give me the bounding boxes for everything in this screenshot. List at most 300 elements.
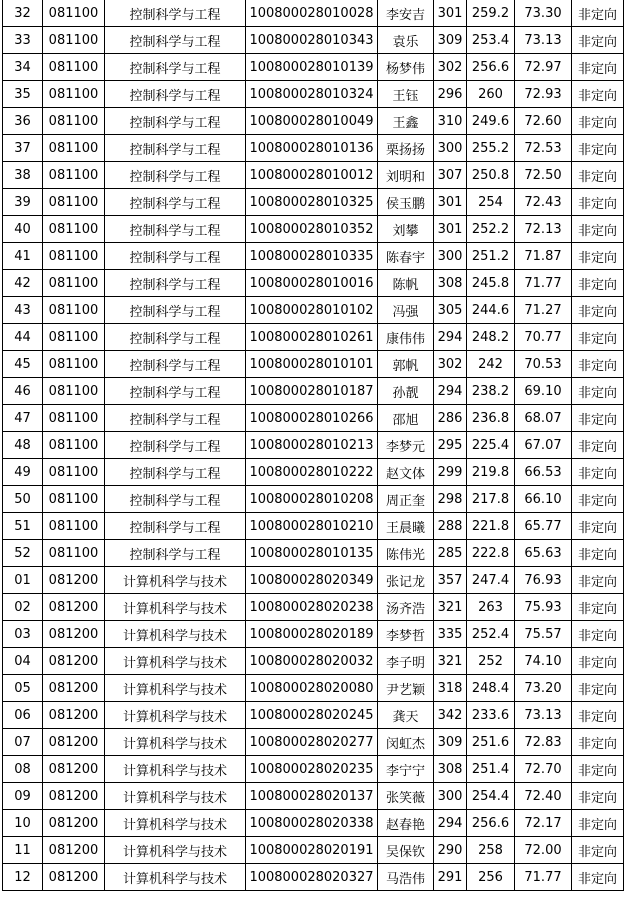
- major-code-cell: 081100: [43, 540, 105, 567]
- rank-cell: 33: [3, 27, 43, 54]
- rank-cell: 51: [3, 513, 43, 540]
- name-cell: 栗扬扬: [378, 135, 434, 162]
- total-score-cell: 72.93: [515, 81, 572, 108]
- major-name-cell: 控制科学与工程: [105, 216, 246, 243]
- exam-id-cell: 100800028010187: [246, 378, 378, 405]
- retest-score-cell: 217.8: [467, 486, 515, 513]
- initial-score-cell: 302: [434, 54, 467, 81]
- major-name-cell: 计算机科学与技术: [105, 621, 246, 648]
- major-code-cell: 081200: [43, 648, 105, 675]
- rank-cell: 07: [3, 729, 43, 756]
- exam-id-cell: 100800028010335: [246, 243, 378, 270]
- major-name-cell: 控制科学与工程: [105, 108, 246, 135]
- total-score-cell: 72.97: [515, 54, 572, 81]
- total-score-cell: 65.63: [515, 540, 572, 567]
- total-score-cell: 73.13: [515, 702, 572, 729]
- exam-id-cell: 100800028020235: [246, 756, 378, 783]
- name-cell: 陈春宇: [378, 243, 434, 270]
- initial-score-cell: 300: [434, 783, 467, 810]
- major-name-cell: 控制科学与工程: [105, 54, 246, 81]
- initial-score-cell: 290: [434, 837, 467, 864]
- major-code-cell: 081100: [43, 513, 105, 540]
- total-score-cell: 73.30: [515, 0, 572, 27]
- table-row: [3, 108, 624, 135]
- type-cell: 非定向: [572, 513, 624, 540]
- total-score-cell: 74.10: [515, 648, 572, 675]
- total-score-cell: 72.60: [515, 108, 572, 135]
- rank-cell: 44: [3, 324, 43, 351]
- name-cell: 周正奎: [378, 486, 434, 513]
- exam-id-cell: 100800028010213: [246, 432, 378, 459]
- retest-score-cell: 249.6: [467, 108, 515, 135]
- rank-cell: 12: [3, 864, 43, 891]
- major-name-cell: 控制科学与工程: [105, 513, 246, 540]
- name-cell: 杨梦伟: [378, 54, 434, 81]
- major-code-cell: 081100: [43, 27, 105, 54]
- type-cell: 非定向: [572, 351, 624, 378]
- name-cell: 邵旭: [378, 405, 434, 432]
- initial-score-cell: 309: [434, 729, 467, 756]
- type-cell: 非定向: [572, 783, 624, 810]
- rank-cell: 08: [3, 756, 43, 783]
- table-row: [3, 54, 624, 81]
- table-row: [3, 243, 624, 270]
- total-score-cell: 71.87: [515, 243, 572, 270]
- rank-cell: 02: [3, 594, 43, 621]
- retest-score-cell: 238.2: [467, 378, 515, 405]
- rank-cell: 10: [3, 810, 43, 837]
- major-code-cell: 081100: [43, 108, 105, 135]
- major-name-cell: 控制科学与工程: [105, 270, 246, 297]
- retest-score-cell: 242: [467, 351, 515, 378]
- major-code-cell: 081200: [43, 729, 105, 756]
- name-cell: 王钰: [378, 81, 434, 108]
- total-score-cell: 73.13: [515, 27, 572, 54]
- rank-cell: 36: [3, 108, 43, 135]
- exam-id-cell: 100800028010261: [246, 324, 378, 351]
- table-row: [3, 486, 624, 513]
- name-cell: 陈帆: [378, 270, 434, 297]
- type-cell: 非定向: [572, 540, 624, 567]
- exam-id-cell: 100800028010136: [246, 135, 378, 162]
- retest-score-cell: 252.4: [467, 621, 515, 648]
- major-name-cell: 控制科学与工程: [105, 351, 246, 378]
- retest-score-cell: 252.2: [467, 216, 515, 243]
- name-cell: 张笑薇: [378, 783, 434, 810]
- rank-cell: 32: [3, 0, 43, 27]
- name-cell: 刘明和: [378, 162, 434, 189]
- retest-score-cell: 256: [467, 864, 515, 891]
- type-cell: 非定向: [572, 27, 624, 54]
- rank-cell: 47: [3, 405, 43, 432]
- total-score-cell: 68.07: [515, 405, 572, 432]
- type-cell: 非定向: [572, 0, 624, 27]
- major-name-cell: 控制科学与工程: [105, 540, 246, 567]
- exam-id-cell: 100800028010139: [246, 54, 378, 81]
- major-name-cell: 控制科学与工程: [105, 81, 246, 108]
- rank-cell: 45: [3, 351, 43, 378]
- major-name-cell: 控制科学与工程: [105, 189, 246, 216]
- retest-score-cell: 258: [467, 837, 515, 864]
- initial-score-cell: 321: [434, 594, 467, 621]
- retest-score-cell: 219.8: [467, 459, 515, 486]
- initial-score-cell: 300: [434, 135, 467, 162]
- major-name-cell: 计算机科学与技术: [105, 702, 246, 729]
- rank-cell: 48: [3, 432, 43, 459]
- table-row: [3, 324, 624, 351]
- exam-id-cell: 100800028010222: [246, 459, 378, 486]
- type-cell: 非定向: [572, 702, 624, 729]
- type-cell: 非定向: [572, 378, 624, 405]
- retest-score-cell: 233.6: [467, 702, 515, 729]
- name-cell: 赵春艳: [378, 810, 434, 837]
- name-cell: 尹艺颖: [378, 675, 434, 702]
- type-cell: 非定向: [572, 135, 624, 162]
- major-code-cell: 081200: [43, 864, 105, 891]
- rank-cell: 37: [3, 135, 43, 162]
- total-score-cell: 76.93: [515, 567, 572, 594]
- type-cell: 非定向: [572, 756, 624, 783]
- name-cell: 冯强: [378, 297, 434, 324]
- total-score-cell: 70.53: [515, 351, 572, 378]
- table-row: [3, 648, 624, 675]
- major-name-cell: 计算机科学与技术: [105, 810, 246, 837]
- rank-cell: 03: [3, 621, 43, 648]
- total-score-cell: 72.40: [515, 783, 572, 810]
- major-name-cell: 控制科学与工程: [105, 243, 246, 270]
- table-row: [3, 0, 624, 27]
- major-name-cell: 控制科学与工程: [105, 324, 246, 351]
- type-cell: 非定向: [572, 81, 624, 108]
- table-row: [3, 297, 624, 324]
- major-code-cell: 081100: [43, 297, 105, 324]
- type-cell: 非定向: [572, 810, 624, 837]
- table-row: [3, 432, 624, 459]
- type-cell: 非定向: [572, 108, 624, 135]
- table-row: [3, 135, 624, 162]
- table-row: [3, 621, 624, 648]
- exam-id-cell: 100800028020338: [246, 810, 378, 837]
- name-cell: 闵虹杰: [378, 729, 434, 756]
- total-score-cell: 75.57: [515, 621, 572, 648]
- major-name-cell: 计算机科学与技术: [105, 594, 246, 621]
- major-code-cell: 081100: [43, 216, 105, 243]
- type-cell: 非定向: [572, 270, 624, 297]
- exam-id-cell: 100800028010016: [246, 270, 378, 297]
- retest-score-cell: 254.4: [467, 783, 515, 810]
- name-cell: 王鑫: [378, 108, 434, 135]
- table-row: [3, 270, 624, 297]
- total-score-cell: 72.43: [515, 189, 572, 216]
- total-score-cell: 72.13: [515, 216, 572, 243]
- table-row: [3, 378, 624, 405]
- major-code-cell: 081200: [43, 594, 105, 621]
- initial-score-cell: 308: [434, 756, 467, 783]
- exam-id-cell: 100800028010012: [246, 162, 378, 189]
- retest-score-cell: 248.2: [467, 324, 515, 351]
- total-score-cell: 72.00: [515, 837, 572, 864]
- name-cell: 袁乐: [378, 27, 434, 54]
- major-name-cell: 计算机科学与技术: [105, 864, 246, 891]
- total-score-cell: 66.53: [515, 459, 572, 486]
- table-row: [3, 189, 624, 216]
- retest-score-cell: 254: [467, 189, 515, 216]
- major-code-cell: 081100: [43, 243, 105, 270]
- major-name-cell: 控制科学与工程: [105, 459, 246, 486]
- major-name-cell: 计算机科学与技术: [105, 675, 246, 702]
- type-cell: 非定向: [572, 54, 624, 81]
- major-code-cell: 081100: [43, 135, 105, 162]
- exam-id-cell: 100800028010325: [246, 189, 378, 216]
- major-name-cell: 计算机科学与技术: [105, 837, 246, 864]
- table-row: [3, 810, 624, 837]
- table-row: [3, 729, 624, 756]
- major-code-cell: 081100: [43, 270, 105, 297]
- total-score-cell: 69.10: [515, 378, 572, 405]
- total-score-cell: 75.93: [515, 594, 572, 621]
- admission-results-table: [2, 0, 624, 891]
- exam-id-cell: 100800028020349: [246, 567, 378, 594]
- initial-score-cell: 321: [434, 648, 467, 675]
- major-name-cell: 控制科学与工程: [105, 405, 246, 432]
- name-cell: 康伟伟: [378, 324, 434, 351]
- retest-score-cell: 256.6: [467, 810, 515, 837]
- total-score-cell: 72.17: [515, 810, 572, 837]
- initial-score-cell: 294: [434, 324, 467, 351]
- rank-cell: 35: [3, 81, 43, 108]
- exam-id-cell: 100800028020080: [246, 675, 378, 702]
- major-code-cell: 081100: [43, 351, 105, 378]
- major-code-cell: 081200: [43, 702, 105, 729]
- initial-score-cell: 342: [434, 702, 467, 729]
- type-cell: 非定向: [572, 675, 624, 702]
- rank-cell: 05: [3, 675, 43, 702]
- name-cell: 王晨曦: [378, 513, 434, 540]
- table-row: [3, 864, 624, 891]
- total-score-cell: 72.50: [515, 162, 572, 189]
- retest-score-cell: 260: [467, 81, 515, 108]
- initial-score-cell: 291: [434, 864, 467, 891]
- major-code-cell: 081200: [43, 810, 105, 837]
- initial-score-cell: 307: [434, 162, 467, 189]
- major-name-cell: 控制科学与工程: [105, 162, 246, 189]
- total-score-cell: 70.77: [515, 324, 572, 351]
- rank-cell: 04: [3, 648, 43, 675]
- exam-id-cell: 100800028020245: [246, 702, 378, 729]
- table-row: [3, 81, 624, 108]
- rank-cell: 50: [3, 486, 43, 513]
- total-score-cell: 72.83: [515, 729, 572, 756]
- major-code-cell: 081100: [43, 378, 105, 405]
- major-code-cell: 081100: [43, 405, 105, 432]
- initial-score-cell: 298: [434, 486, 467, 513]
- retest-score-cell: 251.2: [467, 243, 515, 270]
- rank-cell: 49: [3, 459, 43, 486]
- rank-cell: 52: [3, 540, 43, 567]
- total-score-cell: 73.20: [515, 675, 572, 702]
- major-name-cell: 控制科学与工程: [105, 0, 246, 27]
- type-cell: 非定向: [572, 405, 624, 432]
- total-score-cell: 71.77: [515, 864, 572, 891]
- retest-score-cell: 225.4: [467, 432, 515, 459]
- table-row: [3, 216, 624, 243]
- major-name-cell: 控制科学与工程: [105, 378, 246, 405]
- major-code-cell: 081200: [43, 783, 105, 810]
- initial-score-cell: 302: [434, 351, 467, 378]
- total-score-cell: 65.77: [515, 513, 572, 540]
- table-row: [3, 513, 624, 540]
- major-code-cell: 081200: [43, 756, 105, 783]
- major-code-cell: 081100: [43, 189, 105, 216]
- major-name-cell: 控制科学与工程: [105, 297, 246, 324]
- exam-id-cell: 100800028010101: [246, 351, 378, 378]
- total-score-cell: 72.53: [515, 135, 572, 162]
- retest-score-cell: 250.8: [467, 162, 515, 189]
- exam-id-cell: 100800028020137: [246, 783, 378, 810]
- rank-cell: 42: [3, 270, 43, 297]
- type-cell: 非定向: [572, 297, 624, 324]
- type-cell: 非定向: [572, 837, 624, 864]
- major-name-cell: 计算机科学与技术: [105, 567, 246, 594]
- major-code-cell: 081200: [43, 567, 105, 594]
- exam-id-cell: 100800028020032: [246, 648, 378, 675]
- exam-id-cell: 100800028020277: [246, 729, 378, 756]
- type-cell: 非定向: [572, 621, 624, 648]
- major-code-cell: 081100: [43, 81, 105, 108]
- initial-score-cell: 308: [434, 270, 467, 297]
- major-name-cell: 计算机科学与技术: [105, 648, 246, 675]
- initial-score-cell: 285: [434, 540, 467, 567]
- exam-id-cell: 100800028020191: [246, 837, 378, 864]
- initial-score-cell: 294: [434, 378, 467, 405]
- retest-score-cell: 251.4: [467, 756, 515, 783]
- table-row: [3, 405, 624, 432]
- retest-score-cell: 244.6: [467, 297, 515, 324]
- exam-id-cell: 100800028010135: [246, 540, 378, 567]
- initial-score-cell: 335: [434, 621, 467, 648]
- name-cell: 李安吉: [378, 0, 434, 27]
- total-score-cell: 71.77: [515, 270, 572, 297]
- exam-id-cell: 100800028020327: [246, 864, 378, 891]
- exam-id-cell: 100800028010102: [246, 297, 378, 324]
- major-name-cell: 计算机科学与技术: [105, 729, 246, 756]
- table-row: [3, 837, 624, 864]
- name-cell: 张记龙: [378, 567, 434, 594]
- initial-score-cell: 294: [434, 810, 467, 837]
- rank-cell: 38: [3, 162, 43, 189]
- table-row: [3, 162, 624, 189]
- name-cell: 刘攀: [378, 216, 434, 243]
- rank-cell: 39: [3, 189, 43, 216]
- major-code-cell: 081100: [43, 54, 105, 81]
- name-cell: 孙靓: [378, 378, 434, 405]
- exam-id-cell: 100800028010210: [246, 513, 378, 540]
- total-score-cell: 71.27: [515, 297, 572, 324]
- type-cell: 非定向: [572, 648, 624, 675]
- major-code-cell: 081100: [43, 324, 105, 351]
- name-cell: 陈伟光: [378, 540, 434, 567]
- retest-score-cell: 245.8: [467, 270, 515, 297]
- table-row: [3, 567, 624, 594]
- exam-id-cell: 100800028010266: [246, 405, 378, 432]
- rank-cell: 43: [3, 297, 43, 324]
- table-row: [3, 27, 624, 54]
- type-cell: 非定向: [572, 243, 624, 270]
- table-row: [3, 702, 624, 729]
- table-body: [3, 0, 624, 891]
- total-score-cell: 67.07: [515, 432, 572, 459]
- name-cell: 李梦哲: [378, 621, 434, 648]
- table-row: [3, 459, 624, 486]
- initial-score-cell: 301: [434, 216, 467, 243]
- major-code-cell: 081100: [43, 162, 105, 189]
- initial-score-cell: 286: [434, 405, 467, 432]
- name-cell: 马浩伟: [378, 864, 434, 891]
- type-cell: 非定向: [572, 432, 624, 459]
- type-cell: 非定向: [572, 162, 624, 189]
- exam-id-cell: 100800028010343: [246, 27, 378, 54]
- retest-score-cell: 263: [467, 594, 515, 621]
- table-row: [3, 675, 624, 702]
- major-name-cell: 控制科学与工程: [105, 135, 246, 162]
- rank-cell: 06: [3, 702, 43, 729]
- retest-score-cell: 221.8: [467, 513, 515, 540]
- type-cell: 非定向: [572, 864, 624, 891]
- type-cell: 非定向: [572, 486, 624, 513]
- name-cell: 李宁宁: [378, 756, 434, 783]
- retest-score-cell: 259.2: [467, 0, 515, 27]
- initial-score-cell: 301: [434, 189, 467, 216]
- initial-score-cell: 300: [434, 243, 467, 270]
- rank-cell: 11: [3, 837, 43, 864]
- rank-cell: 40: [3, 216, 43, 243]
- major-code-cell: 081200: [43, 837, 105, 864]
- major-name-cell: 控制科学与工程: [105, 432, 246, 459]
- name-cell: 郭帆: [378, 351, 434, 378]
- table-row: [3, 756, 624, 783]
- exam-id-cell: 100800028010208: [246, 486, 378, 513]
- major-code-cell: 081100: [43, 459, 105, 486]
- initial-score-cell: 357: [434, 567, 467, 594]
- retest-score-cell: 222.8: [467, 540, 515, 567]
- major-name-cell: 计算机科学与技术: [105, 783, 246, 810]
- exam-id-cell: 100800028010049: [246, 108, 378, 135]
- retest-score-cell: 256.6: [467, 54, 515, 81]
- initial-score-cell: 288: [434, 513, 467, 540]
- major-code-cell: 081100: [43, 0, 105, 27]
- exam-id-cell: 100800028010028: [246, 0, 378, 27]
- table-row: [3, 783, 624, 810]
- table-row: [3, 594, 624, 621]
- major-name-cell: 控制科学与工程: [105, 486, 246, 513]
- exam-id-cell: 100800028020238: [246, 594, 378, 621]
- retest-score-cell: 253.4: [467, 27, 515, 54]
- type-cell: 非定向: [572, 324, 624, 351]
- name-cell: 汤齐浩: [378, 594, 434, 621]
- initial-score-cell: 310: [434, 108, 467, 135]
- type-cell: 非定向: [572, 594, 624, 621]
- initial-score-cell: 299: [434, 459, 467, 486]
- initial-score-cell: 305: [434, 297, 467, 324]
- initial-score-cell: 296: [434, 81, 467, 108]
- table-row: [3, 540, 624, 567]
- name-cell: 吴保钦: [378, 837, 434, 864]
- type-cell: 非定向: [572, 567, 624, 594]
- type-cell: 非定向: [572, 729, 624, 756]
- retest-score-cell: 252: [467, 648, 515, 675]
- rank-cell: 34: [3, 54, 43, 81]
- exam-id-cell: 100800028010352: [246, 216, 378, 243]
